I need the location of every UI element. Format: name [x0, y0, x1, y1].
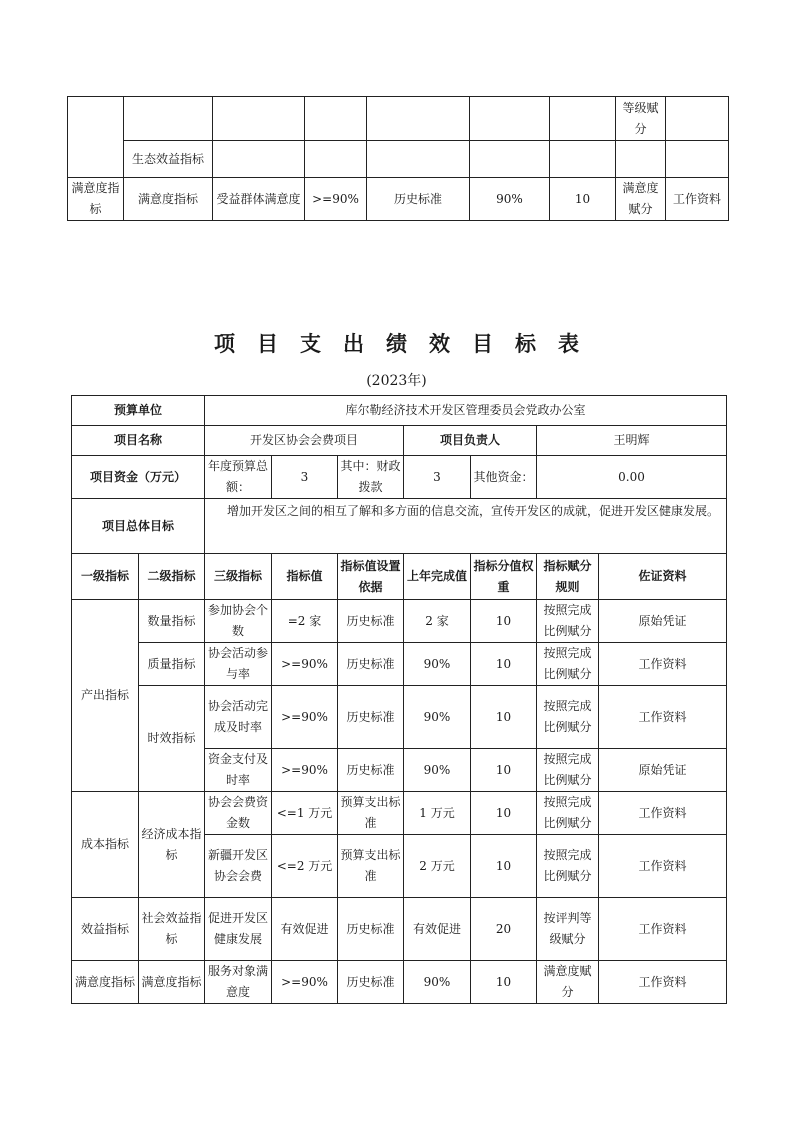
project-name-value: 开发区协会会费项目: [205, 426, 404, 456]
level1-cell: 效益指标: [72, 898, 139, 961]
header-cell: 二级指标: [139, 554, 205, 600]
rule-cell: 按照完成比例赋分: [537, 749, 599, 792]
level3-cell: 新疆开发区协会会费: [205, 835, 272, 898]
blank-cell: [666, 141, 729, 178]
value-cell: >=90%: [272, 749, 338, 792]
other-fund-value: 0.00: [537, 456, 727, 499]
level3-cell: 协会活动完成及时率: [205, 686, 272, 749]
evidence-cell: 工作资料: [599, 898, 727, 961]
header-cell: 三级指标: [205, 554, 272, 600]
evidence-cell: 工作资料: [599, 686, 727, 749]
table-row: [72, 898, 727, 961]
weight-cell: 10: [471, 961, 537, 1004]
annual-budget-label: 年度预算总额：: [205, 456, 272, 499]
last-year-cell: 2 家: [404, 600, 471, 643]
basis-cell: 预算支出标准: [338, 835, 404, 898]
blank-cell: [470, 141, 550, 178]
weight-cell: 10: [471, 792, 537, 835]
blank-cell: [68, 97, 124, 178]
level3-cell: 服务对象满意度: [205, 961, 272, 1004]
blank-cell: [305, 97, 367, 141]
project-owner-label: 项目负责人: [404, 426, 537, 456]
blank-cell: [550, 97, 616, 141]
level2-cell: 满意度指标: [139, 961, 205, 1004]
blank-cell: [666, 97, 729, 141]
level1-cell: 产出指标: [72, 600, 139, 792]
rule-cell: 满意度赋分: [537, 961, 599, 1004]
basis-cell: 历史标准: [338, 749, 404, 792]
basis-cell: 预算支出标准: [338, 792, 404, 835]
weight-cell: 10: [471, 749, 537, 792]
value-cell: >=90%: [272, 643, 338, 686]
weight-cell: 10: [550, 178, 616, 221]
table-row: [72, 643, 727, 686]
header-cell: 指标值: [272, 554, 338, 600]
value-cell: >=90%: [305, 178, 367, 221]
budget-unit-label: 预算单位: [72, 396, 205, 426]
fiscal-allocation-label: 其中：财政拨款: [338, 456, 404, 499]
last-year-cell: 有效促进: [404, 898, 471, 961]
annual-budget-value: 3: [272, 456, 338, 499]
page-title: 项目支出绩效目标表: [214, 332, 601, 356]
performance-target-table: [71, 395, 727, 1004]
level2-cell: 生态效益指标: [124, 141, 213, 178]
last-year-cell: 90%: [404, 643, 471, 686]
rule-cell: 按评判等级赋分: [537, 898, 599, 961]
continued-table: [67, 96, 729, 221]
level2-cell: 数量指标: [139, 600, 205, 643]
level2-cell: 质量指标: [139, 643, 205, 686]
other-fund-label: 其他资金：: [471, 456, 537, 499]
evidence-cell: 工作资料: [599, 835, 727, 898]
header-cell: 指标分值权重: [471, 554, 537, 600]
level3-cell: 参加协会个数: [205, 600, 272, 643]
level1-cell: 满意度指标: [68, 178, 124, 221]
level1-cell: 成本指标: [72, 792, 139, 898]
level3-cell: 促进开发区健康发展: [205, 898, 272, 961]
blank-cell: [213, 141, 305, 178]
rule-cell: 等级赋分: [616, 97, 666, 141]
evidence-cell: 工作资料: [599, 643, 727, 686]
header-row: [72, 554, 727, 600]
table-row: [72, 961, 727, 1004]
last-year-cell: 90%: [404, 749, 471, 792]
header-cell: 一级指标: [72, 554, 139, 600]
weight-cell: 10: [471, 686, 537, 749]
blank-cell: [367, 141, 470, 178]
last-year-cell: 90%: [470, 178, 550, 221]
value-cell: <=2 万元: [272, 835, 338, 898]
blank-cell: [124, 97, 213, 141]
last-year-cell: 90%: [404, 961, 471, 1004]
level1-cell: 满意度指标: [72, 961, 139, 1004]
level2-cell: 时效指标: [139, 686, 205, 792]
rule-cell: 按照完成比例赋分: [537, 792, 599, 835]
blank-cell: [470, 97, 550, 141]
level3-cell: 协会会费资金数: [205, 792, 272, 835]
evidence-cell: 原始凭证: [599, 749, 727, 792]
last-year-cell: 90%: [404, 686, 471, 749]
evidence-cell: 工作资料: [599, 961, 727, 1004]
project-name-label: 项目名称: [72, 426, 205, 456]
rule-cell: 按照完成比例赋分: [537, 686, 599, 749]
rule-cell: 按照完成比例赋分: [537, 643, 599, 686]
last-year-cell: 1 万元: [404, 792, 471, 835]
level2-cell: 满意度指标: [124, 178, 213, 221]
blank-cell: [367, 97, 470, 141]
level3-cell: 协会活动参与率: [205, 643, 272, 686]
header-cell: 指标值设置依据: [338, 554, 404, 600]
rule-cell: 按照完成比例赋分: [537, 835, 599, 898]
level3-cell: 资金支付及时率: [205, 749, 272, 792]
overall-goal-value: 增加开发区之间的相互了解和多方面的信息交流，宣传开发区的成就，促进开发区健康发展。: [205, 499, 727, 554]
table-row: [72, 686, 727, 749]
weight-cell: 10: [471, 835, 537, 898]
table-row: [72, 792, 727, 835]
budget-unit-value: 库尔勒经济技术开发区管理委员会党政办公室: [205, 396, 727, 426]
level2-cell: 经济成本指标: [139, 792, 205, 898]
rule-cell: 满意度赋分: [616, 178, 666, 221]
blank-cell: [305, 141, 367, 178]
basis-cell: 历史标准: [338, 898, 404, 961]
value-cell: 有效促进: [272, 898, 338, 961]
header-cell: 佐证资料: [599, 554, 727, 600]
weight-cell: 10: [471, 600, 537, 643]
value-cell: =2 家: [272, 600, 338, 643]
blank-cell: [550, 141, 616, 178]
last-year-cell: 2 万元: [404, 835, 471, 898]
basis-cell: 历史标准: [338, 600, 404, 643]
project-owner-value: 王明辉: [537, 426, 727, 456]
basis-cell: 历史标准: [367, 178, 470, 221]
evidence-cell: 工作资料: [599, 792, 727, 835]
weight-cell: 20: [471, 898, 537, 961]
value-cell: >=90%: [272, 961, 338, 1004]
blank-cell: [213, 97, 305, 141]
level3-cell: 受益群体满意度: [213, 178, 305, 221]
level2-cell: 社会效益指标: [139, 898, 205, 961]
project-fund-label: 项目资金（万元）: [72, 456, 205, 499]
header-cell: 上年完成值: [404, 554, 471, 600]
header-cell: 指标赋分规则: [537, 554, 599, 600]
evidence-cell: 工作资料: [666, 178, 729, 221]
basis-cell: 历史标准: [338, 643, 404, 686]
blank-cell: [616, 141, 666, 178]
fiscal-allocation-value: 3: [404, 456, 471, 499]
year-subtitle: (2023年): [366, 373, 427, 389]
table-row: [72, 600, 727, 643]
value-cell: <=1 万元: [272, 792, 338, 835]
basis-cell: 历史标准: [338, 961, 404, 1004]
value-cell: >=90%: [272, 686, 338, 749]
evidence-cell: 原始凭证: [599, 600, 727, 643]
rule-cell: 按照完成比例赋分: [537, 600, 599, 643]
weight-cell: 10: [471, 643, 537, 686]
basis-cell: 历史标准: [338, 686, 404, 749]
overall-goal-label: 项目总体目标: [72, 499, 205, 554]
